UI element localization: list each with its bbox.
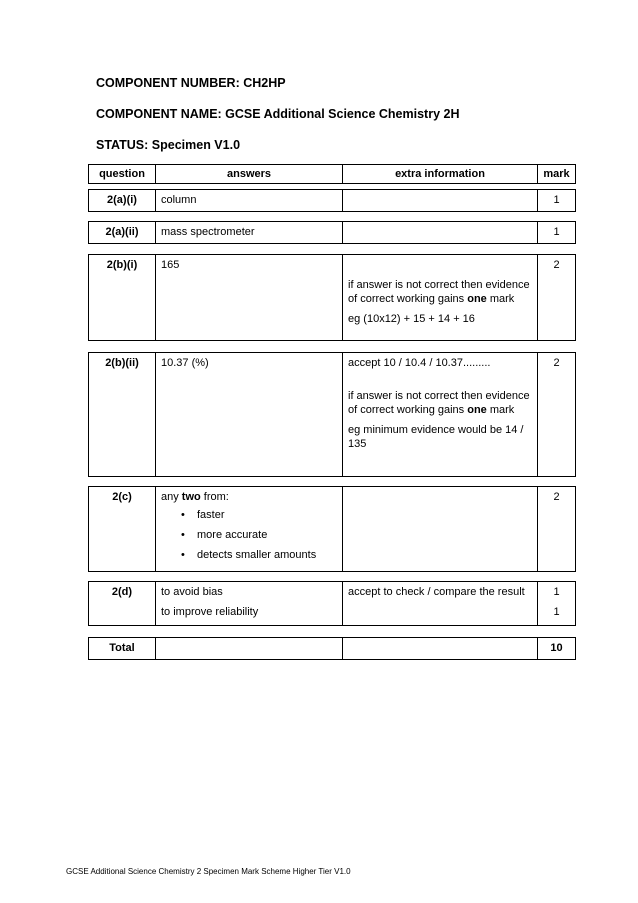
question-cell: 2(a)(ii) xyxy=(89,222,156,244)
row-2aii xyxy=(88,221,576,244)
header-question: question xyxy=(89,165,156,184)
bullet-icon: • xyxy=(181,509,185,521)
mark-cell: 1 xyxy=(538,222,576,244)
total-label: Total xyxy=(89,638,156,660)
extra-example: eg (10x12) + 15 + 14 + 16 xyxy=(348,313,475,325)
question-cell: 2(a)(i) xyxy=(89,190,156,212)
extra-cell: accept to check / compare the result xyxy=(343,582,538,626)
header-extra-information: extra information xyxy=(343,165,538,184)
mark-cell: 2 xyxy=(538,487,576,572)
row-2bi xyxy=(88,254,576,341)
mark-cell xyxy=(538,582,576,626)
mark-cell: 1 xyxy=(538,190,576,212)
extra-example: eg minimum evidence would be 14 / 135 xyxy=(348,424,524,450)
answer-cell: mass spectrometer xyxy=(156,222,343,244)
answer-cell: 10.37 (%) xyxy=(156,353,343,477)
extra-working-note: if answer is not correct then evidence of correct working gains one mark xyxy=(348,390,530,416)
extra-cell xyxy=(343,487,538,572)
extra-cell xyxy=(343,190,538,212)
list-item: • faster xyxy=(181,509,225,521)
component-name: COMPONENT NAME: GCSE Additional Science Chemistry 2H xyxy=(96,107,460,121)
question-cell: 2(b)(i) xyxy=(89,255,156,341)
extra-cell xyxy=(343,255,538,341)
answer-bullet-list xyxy=(161,508,337,562)
extra-working-note: if answer is not correct then evidence of correct working gains one mark xyxy=(348,279,530,305)
header-answers: answers xyxy=(156,165,343,184)
header-mark: mark xyxy=(538,165,576,184)
row-2ai xyxy=(88,189,576,212)
bullet-icon: • xyxy=(181,549,185,561)
question-cell: 2(b)(ii) xyxy=(89,353,156,477)
extra-cell xyxy=(343,222,538,244)
extra-cell xyxy=(343,353,538,477)
row-2bii xyxy=(88,352,576,477)
question-cell: 2(d) xyxy=(89,582,156,626)
answer-intro: any two from: xyxy=(161,491,229,503)
answer-cell xyxy=(156,638,343,660)
question-cell: 2(c) xyxy=(89,487,156,572)
answer-line: to improve reliability xyxy=(161,606,259,618)
mark-cell: 2 xyxy=(538,255,576,341)
mark-line: 1 xyxy=(553,606,560,618)
row-2d xyxy=(88,581,576,626)
row-2c xyxy=(88,486,576,572)
column-header-table xyxy=(88,164,576,184)
list-item: • more accurate xyxy=(181,529,268,541)
answer-cell: 165 xyxy=(156,255,343,341)
answer-cell xyxy=(156,582,343,626)
extra-cell xyxy=(343,638,538,660)
status: STATUS: Specimen V1.0 xyxy=(96,138,241,152)
row-total xyxy=(88,637,576,660)
component-number: COMPONENT NUMBER: CH2HP xyxy=(96,76,286,90)
answer-cell xyxy=(156,487,343,572)
answer-line: to avoid bias xyxy=(161,586,223,598)
answer-cell: column xyxy=(156,190,343,212)
mark-line: 1 xyxy=(553,586,560,598)
list-item: • detects smaller amounts xyxy=(181,549,317,561)
page-footer: GCSE Additional Science Chemistry 2 Specimen Mark Scheme Higher Tier V1.0 xyxy=(66,867,351,876)
mark-cell: 2 xyxy=(538,353,576,477)
bullet-icon: • xyxy=(181,529,185,541)
total-mark: 10 xyxy=(538,638,576,660)
extra-accept: accept 10 / 10.4 / 10.37......... xyxy=(348,357,491,369)
